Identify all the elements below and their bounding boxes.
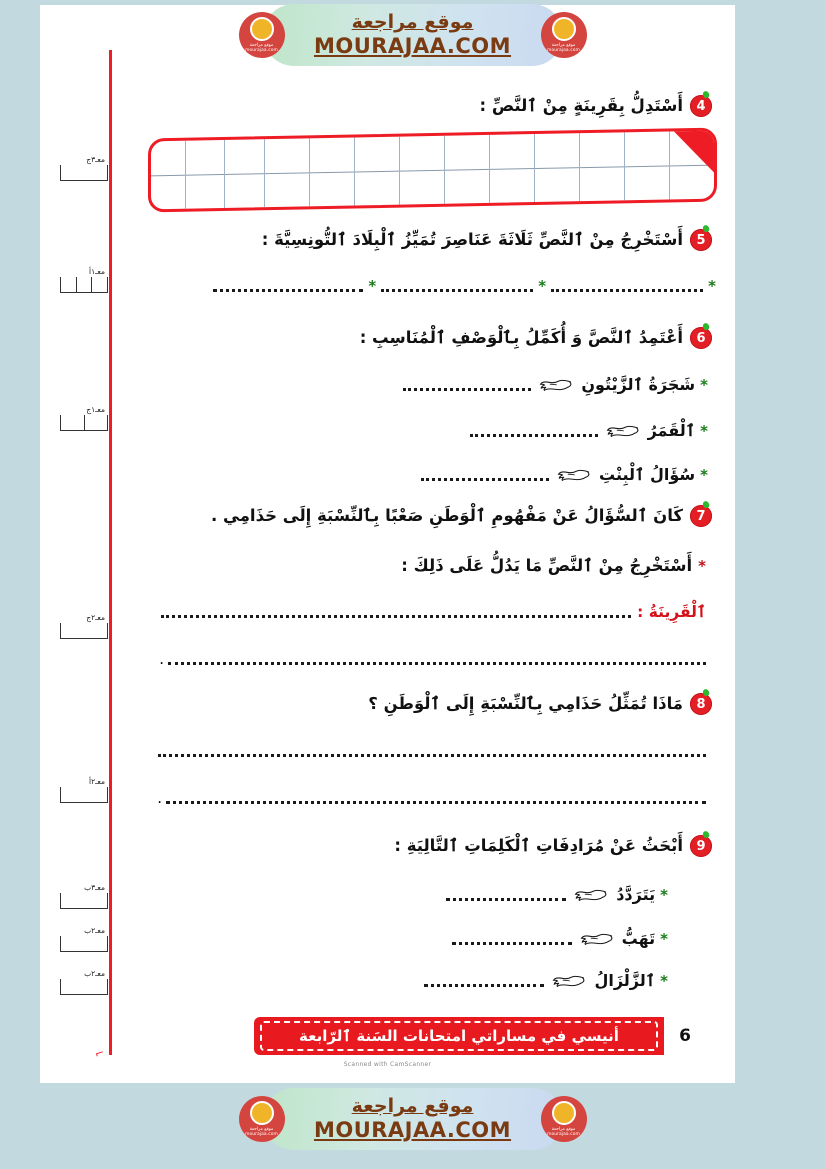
answer-blank[interactable]	[403, 379, 531, 391]
margin-marker-1	[60, 267, 108, 293]
watermark-arabic-title: موقع مراجعة	[351, 11, 474, 33]
answer-item-q6-2	[421, 465, 708, 484]
item-label: يَتَرَدَّدُ	[616, 885, 656, 904]
question-text: أَسْتَخْرِجُ مِنْ ٱلنَّصِّ ثَلَاثَةَ عَنَاصِرَ تُمَيِّزُ ٱلْبِلَادَ ٱلتُّونِسِيَّةَ :	[261, 230, 683, 250]
grid-vertical-line	[354, 137, 355, 205]
pointing-hand-icon	[574, 886, 608, 904]
line-end-dot: .	[157, 789, 162, 807]
margin-marker-label: معـ٣ج	[86, 155, 105, 164]
grid-vertical-line	[534, 134, 535, 202]
margin-marker-label: معـ١ج	[86, 405, 105, 414]
watermark-pill-bottom	[263, 1088, 563, 1150]
watermark-domain: MOURAJAA.COM	[313, 33, 512, 58]
answer-blank[interactable]	[452, 933, 572, 945]
badge-caption: موقع مراجعة mourajaa.com	[245, 1126, 278, 1137]
margin-marker-2	[60, 405, 108, 431]
watermark-domain: MOURAJAA.COM	[313, 1117, 512, 1142]
bullet-star-icon: *	[698, 556, 706, 575]
margin-marker-6	[60, 926, 108, 952]
grid-vertical-line	[399, 137, 400, 205]
bullet-star-icon: *	[368, 277, 377, 295]
item-label: ٱلزَّلْزَالُ	[594, 971, 656, 990]
margin-marker-7	[60, 969, 108, 995]
grid-vertical-line	[185, 141, 186, 209]
answer-blank[interactable]	[421, 469, 549, 481]
answer-blank[interactable]	[470, 425, 598, 437]
question-number-badge: 7	[690, 505, 712, 527]
answer-item-q9-0	[446, 885, 668, 904]
page-number: 6	[664, 1017, 706, 1055]
question-text: مَاذَا تُمَثِّلُ حَذَامِي بِٱلنِّسْبَةِ إِلَى ٱلْوَطَنِ ؟	[368, 694, 683, 714]
question-7-subprompt	[401, 555, 706, 576]
watermark-badge-right	[541, 12, 587, 58]
item-label: تَهَبُّ	[621, 929, 656, 948]
bottom-watermark-bar	[0, 1083, 825, 1155]
answer-blank[interactable]	[424, 975, 544, 987]
grid-vertical-line	[224, 140, 225, 208]
answer-blank[interactable]	[158, 745, 706, 757]
margin-rule	[109, 50, 112, 1055]
bullet-star-icon: *	[700, 465, 708, 484]
worksheet-page	[40, 5, 735, 1083]
item-label: سُؤَالُ ٱلْبِنْتِ	[599, 465, 696, 484]
question-text: كَانَ ٱلسُّؤَالُ عَنْ مَفْهُومِ ٱلْوَطَنِ صَعْبًا بِٱلنِّسْبَةِ إِلَى حَذَامِي .	[211, 506, 683, 526]
answer-line-q8-0	[158, 745, 706, 757]
bullet-star-icon: *	[708, 277, 716, 295]
bullet-star-icon: *	[660, 929, 668, 948]
answer-line-q8-1	[157, 789, 706, 807]
margin-marker-4	[60, 777, 108, 803]
margin-marker-0	[60, 155, 108, 181]
question-text: أَبْحَثُ عَنْ مُرَادِفَاتِ ٱلْكَلِمَاتِ ٱلتَّالِيَةِ :	[394, 836, 683, 856]
watermark-badge-left	[239, 1096, 285, 1142]
pointing-hand-icon	[557, 466, 591, 484]
grid-vertical-line	[489, 135, 490, 203]
pointing-hand-icon	[606, 422, 640, 440]
pointing-hand-icon	[580, 930, 614, 948]
answer-blank[interactable]	[551, 280, 703, 292]
item-label: ٱلْقَمَرُ	[647, 421, 696, 440]
questions-column	[120, 5, 720, 1083]
badge-ring-icon	[552, 1101, 576, 1125]
answer-blanks-q5	[208, 277, 716, 295]
watermark-pill-top	[263, 4, 563, 66]
answer-grid-box-q4[interactable]	[148, 128, 717, 213]
item-label: شَجَرَةُ ٱلزَّيْتُونِ	[581, 375, 696, 394]
answer-line-q7-0	[161, 603, 706, 621]
answer-blank[interactable]	[166, 792, 706, 804]
answer-label: ٱلْقَرِينَةُ :	[637, 603, 706, 621]
margin-score-box	[60, 893, 108, 909]
grid-vertical-line	[669, 131, 670, 199]
grid-vertical-line	[579, 133, 580, 201]
answer-item-q9-2	[424, 971, 668, 990]
margin-marker-label: معـ٢ج	[86, 613, 105, 622]
question-4	[480, 95, 713, 117]
watermark-badge-right	[541, 1096, 587, 1142]
answer-item-q6-0	[403, 375, 708, 394]
margin-score-box	[60, 623, 108, 639]
badge-caption: موقع مراجعة mourajaa.com	[245, 42, 278, 53]
question-5	[262, 229, 712, 251]
margin-tick-mark: ⌐	[93, 1045, 107, 1062]
question-7	[211, 505, 712, 527]
answer-item-q9-1	[452, 929, 668, 948]
badge-ring-icon	[250, 17, 274, 41]
margin-score-box	[60, 165, 108, 181]
answer-blank[interactable]	[168, 653, 706, 665]
subprompt-text: أَسْتَخْرِجُ مِنْ ٱلنَّصِّ مَا يَدُلُّ عَلَى ذَلِكَ :	[401, 556, 693, 575]
answer-blank[interactable]	[381, 280, 533, 292]
question-number-badge: 9	[690, 835, 712, 857]
bullet-star-icon: *	[660, 885, 668, 904]
margin-marker-label: معـ٢أ	[89, 777, 105, 786]
bullet-star-icon: *	[700, 375, 708, 394]
badge-ring-icon	[552, 17, 576, 41]
question-text: أَسْتَدِلُّ بِقَرِينَةٍ مِنْ ٱلنَّصِّ :	[479, 96, 683, 116]
margin-marker-3	[60, 613, 108, 639]
margin-score-box	[60, 415, 108, 431]
answer-blank[interactable]	[446, 889, 566, 901]
question-9	[394, 835, 712, 857]
bullet-star-icon: *	[700, 421, 708, 440]
margin-marker-5	[60, 883, 108, 909]
footer-banner	[254, 1017, 664, 1055]
margin-score-box	[60, 979, 108, 995]
margin-score-box	[60, 277, 108, 293]
margin-score-box	[60, 787, 108, 803]
question-number-badge: 6	[690, 327, 712, 349]
bullet-star-icon: *	[660, 971, 668, 990]
grid-corner-fold	[672, 129, 716, 176]
badge-ring-icon	[250, 1101, 274, 1125]
grid-vertical-line	[264, 139, 265, 207]
question-number-badge: 4	[690, 95, 712, 117]
answer-line-q7-1	[159, 650, 706, 668]
watermark-arabic-title: موقع مراجعة	[351, 1095, 474, 1117]
margin-marker-label: معـ٢ب	[84, 926, 105, 935]
badge-caption: موقع مراجعة mourajaa.com	[547, 42, 580, 53]
watermark-badge-left	[239, 12, 285, 58]
pointing-hand-icon	[552, 972, 586, 990]
question-number-badge: 8	[690, 693, 712, 715]
margin-score-box	[60, 936, 108, 952]
bullet-star-icon: *	[538, 277, 547, 295]
footer-banner-text: أنيسي في مساراتي امتحانات السَنة ٱلرّابعة	[299, 1027, 619, 1045]
grid-vertical-line	[624, 132, 625, 200]
question-8	[368, 693, 712, 715]
grid-horizontal-line	[151, 165, 714, 177]
question-6	[360, 327, 712, 349]
line-end-dot: .	[159, 650, 164, 668]
question-text: أَعْتَمِدُ ٱلنَّصَّ وَ أُكَمِّلُ بِٱلْوَصْفِ ٱلْمُنَاسِبِ :	[359, 328, 683, 348]
grid-vertical-line	[444, 136, 445, 204]
question-number-badge: 5	[690, 229, 712, 251]
grid-vertical-line	[309, 138, 310, 206]
answer-blank[interactable]	[213, 280, 363, 292]
scanner-watermark: Scanned with CamScanner	[343, 1061, 432, 1068]
badge-caption: موقع مراجعة mourajaa.com	[547, 1126, 580, 1137]
margin-marker-label: معـ٣ب	[84, 883, 105, 892]
pointing-hand-icon	[539, 376, 573, 394]
answer-item-q6-1	[470, 421, 708, 440]
margin-marker-label: معـ١أ	[89, 267, 105, 276]
margin-marker-label: معـ٢ب	[84, 969, 105, 978]
answer-blank[interactable]	[161, 606, 631, 618]
